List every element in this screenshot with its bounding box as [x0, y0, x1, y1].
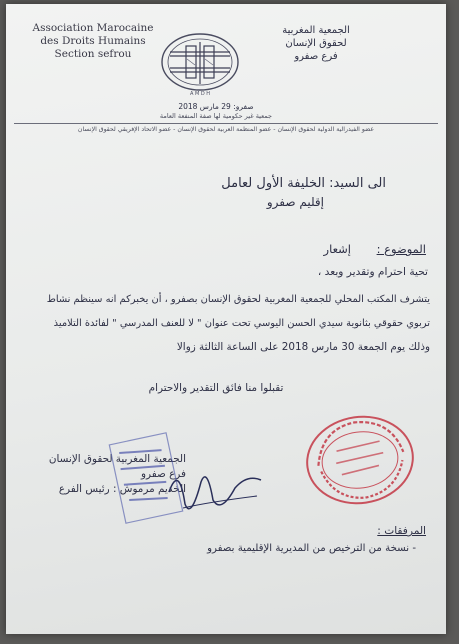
subject-value: إشعار: [323, 242, 351, 256]
body-line: تربوي حقوقي بثانوية سيدي الحسن اليوسي تحت عنوان " لا للعنف المدرسي " لفائدة التلاميذ: [53, 318, 430, 329]
header-arabic-line: الجمعية المغربية: [282, 25, 350, 36]
header-french-line: des Droits Humains: [40, 35, 146, 47]
header-status: جمعية غير حكومية لها صفة المنفعة العامة: [159, 112, 273, 120]
letter-page: [6, 4, 446, 634]
recipient-line-1: الى السيد: الخليفة الأول لعامل: [221, 176, 386, 191]
signature-name: الخديم مرموش : رئيس الفرع: [58, 483, 186, 495]
association-logo: [156, 28, 244, 100]
organization-stamp-red: [300, 409, 419, 511]
header-date: صفرو: 29 مارس 2018: [178, 102, 254, 111]
closing-line: تقبلوا منا فائق التقدير والاحترام: [148, 382, 284, 394]
attachments-item: - نسخة من الترخيص من المديرية الإقليمية بصفرو: [207, 543, 416, 554]
header-affiliation: عضو الفيدرالية الدولية لحقوق الإنسان - عضو المنظمة العربية لحقوق الإنسان - عضو الاتحاد الإفريقي لحقوق الإنسان: [77, 126, 375, 133]
header-arabic-line: فرع صفرو: [294, 51, 338, 62]
header-french-line: Association Marocaine: [32, 22, 154, 34]
greeting: تحية احترام وتقدير وبعد ،: [317, 266, 428, 278]
signature-branch: فرع صفرو: [140, 468, 186, 480]
attachments-label: المرفقات :: [377, 525, 426, 537]
subject-label: الموضوع :: [376, 242, 426, 256]
header-arabic: [256, 24, 376, 63]
header-french: [28, 22, 158, 61]
subject-line: [126, 242, 426, 256]
header-divider: [14, 123, 438, 124]
svg-text:A M D H: A M D H: [189, 91, 211, 97]
body-line: يتشرف المكتب المحلي للجمعية المغربية لحقوق الإنسان بصفرو ، أن يخبركم انه سينظم نشاط: [46, 294, 430, 305]
handwritten-signature: [161, 452, 271, 522]
signature-org: الجمعية المغربية لحقوق الإنسان: [48, 453, 186, 465]
body-line: وذلك يوم الجمعة 30 مارس 2018 على الساعة الثالثة زوالا: [176, 341, 430, 353]
recipient-line-2: إقليم صفرو: [266, 195, 324, 209]
header-arabic-line: لحقوق الإنسان: [285, 38, 347, 49]
header-french-line: Section sefrou: [54, 48, 132, 60]
